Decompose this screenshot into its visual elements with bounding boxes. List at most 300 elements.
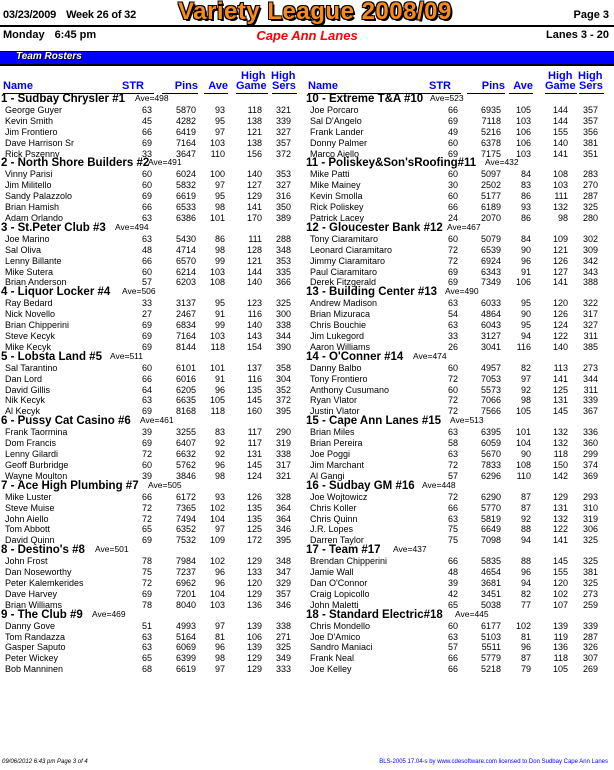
player-high-game: 118: [553, 449, 568, 460]
player-high-game: 156: [246, 148, 262, 159]
player-high-game: 140: [552, 137, 568, 148]
player-ave: 82: [520, 588, 531, 599]
player-high-game: 131: [246, 449, 262, 460]
player-name: Rick Poliskey: [310, 202, 364, 213]
player-name: Jamie Wall: [310, 567, 354, 578]
player-pins: 5832: [175, 180, 196, 191]
player-name: Vinny Parisi: [5, 169, 53, 180]
player-ave: 97: [214, 664, 225, 675]
player-row: [0, 116, 300, 127]
player-ave: 94: [520, 331, 531, 342]
player-name: Chris Bouchie: [310, 320, 367, 331]
player-high-game: 143: [246, 331, 262, 342]
player-high-game: 128: [246, 244, 262, 255]
player-name: Tony Ciaramitaro: [310, 233, 379, 244]
player-name: Brian Hamish: [5, 202, 60, 213]
player-str: 78: [141, 556, 152, 567]
player-ave: 104: [209, 513, 225, 524]
player-row: [305, 395, 605, 406]
player-high-game: 170: [246, 213, 262, 224]
player-str: 66: [141, 491, 152, 502]
player-high-game: 140: [246, 277, 262, 288]
player-ave: 87: [520, 502, 531, 513]
player-str: 63: [447, 513, 458, 524]
player-str: 69: [447, 266, 458, 277]
team-average: Ave=461: [140, 415, 174, 426]
player-ave: 106: [515, 137, 531, 148]
player-name: Peter Wickey: [5, 653, 59, 664]
col-header-high-game-top: High: [241, 70, 266, 82]
col-header-high-game: Game: [545, 80, 576, 92]
player-str: 63: [141, 395, 152, 406]
player-ave: 97: [214, 126, 225, 137]
player-high-game: 118: [247, 105, 262, 115]
player-ave: 92: [520, 513, 531, 524]
player-ave: 96: [520, 642, 531, 653]
player-ave: 95: [520, 298, 531, 309]
player-row: [305, 524, 605, 535]
player-name: Brian Williams: [5, 599, 63, 610]
player-name: Sandy Palazzolo: [5, 191, 73, 202]
player-name: John Maletti: [310, 599, 359, 610]
player-pins: 5670: [480, 449, 501, 460]
player-str: 57: [447, 470, 458, 481]
player-name: Joe Kelley: [310, 664, 352, 675]
player-high-sers: 316: [275, 191, 291, 202]
player-str: 60: [141, 169, 152, 180]
player-ave: 86: [214, 233, 225, 244]
player-high-game: 121: [552, 244, 568, 255]
player-row: [305, 127, 605, 138]
player-str: 42: [447, 588, 458, 599]
player-row: [0, 492, 300, 503]
player-pins: 3681: [480, 577, 501, 588]
player-pins: 7365: [175, 502, 196, 513]
team-average: Ave=445: [455, 608, 489, 619]
player-str: 63: [141, 213, 152, 224]
player-name: Andrew Madison: [310, 298, 378, 309]
player-pins: 7098: [480, 535, 501, 546]
team-name: 6 - Pussy Cat Casino #6: [1, 415, 131, 428]
player-pins: 6069: [175, 642, 196, 653]
team-header: [0, 95, 300, 105]
player-row: [305, 202, 605, 213]
player-high-sers: 326: [582, 642, 598, 653]
player-str: 60: [141, 266, 152, 277]
player-ave: 87: [520, 653, 531, 664]
player-ave: 104: [209, 588, 225, 599]
player-high-game: 121: [246, 255, 262, 266]
section-bar: [0, 51, 614, 65]
col-header-pins: Pins: [162, 81, 198, 94]
player-high-sers: 269: [582, 664, 598, 675]
player-row: [0, 331, 300, 342]
player-high-sers: 357: [275, 137, 291, 148]
player-ave: 94: [520, 535, 531, 546]
player-ave: 101: [209, 362, 225, 373]
player-ave: 92: [520, 384, 531, 395]
player-pins: 6033: [480, 298, 501, 309]
player-high-sers: 333: [275, 664, 291, 675]
player-name: Brendan Chipperini: [310, 556, 388, 567]
player-high-game: 129: [246, 191, 262, 202]
player-high-sers: 288: [275, 233, 291, 244]
player-high-sers: 360: [582, 438, 598, 449]
player-high-game: 120: [552, 298, 568, 309]
team-average: Ave=474: [413, 350, 447, 361]
player-high-sers: 325: [582, 202, 598, 213]
player-ave: 105: [515, 406, 531, 417]
player-high-sers: 306: [582, 524, 598, 535]
team-header: [305, 221, 605, 234]
player-str: 26: [447, 341, 458, 352]
player-str: 69: [447, 148, 458, 159]
player-name: Donny Palmer: [310, 137, 368, 148]
player-name: John Frost: [5, 556, 48, 567]
player-pins: 3255: [175, 427, 196, 438]
player-ave: 96: [214, 459, 225, 470]
player-pins: 6352: [175, 524, 196, 535]
player-high-sers: 357: [275, 588, 291, 599]
column-headers: [305, 68, 605, 95]
player-str: 63: [141, 631, 152, 642]
player-name: Brian Pereira: [310, 438, 363, 449]
player-high-sers: 335: [275, 266, 291, 277]
player-pins: 6205: [175, 384, 196, 395]
player-pins: 7066: [480, 395, 501, 406]
player-high-sers: 353: [275, 169, 291, 180]
player-pins: 5079: [480, 233, 501, 244]
software-credit: BLS-2005 17.04-s by www.cdesoftware.com licensed to Don Sudbay Cape Ann Lanes: [379, 759, 608, 765]
player-ave: 81: [214, 631, 225, 642]
player-high-game: 141: [552, 148, 568, 159]
player-ave: 96: [214, 567, 225, 578]
player-pins: 5573: [480, 384, 501, 395]
col-header-high-sers: Sers: [579, 80, 603, 92]
player-high-game: 116: [247, 309, 262, 320]
player-ave: 95: [214, 191, 225, 202]
player-high-sers: 344: [582, 373, 598, 384]
player-row: [305, 556, 605, 567]
player-name: Ryan Vlator: [310, 395, 358, 406]
player-ave: 98: [214, 244, 225, 255]
player-name: Dave Harvey: [5, 588, 58, 599]
player-row: [0, 180, 300, 191]
player-pins: 6533: [175, 202, 196, 213]
player-high-game: 141: [552, 277, 568, 288]
player-str: 72: [447, 373, 458, 384]
player-row: [305, 632, 605, 643]
player-name: Sal Oliva: [5, 244, 42, 255]
player-ave: 96: [214, 384, 225, 395]
report-date-week: [3, 9, 136, 21]
player-str: 63: [141, 105, 152, 115]
player-high-game: 141: [552, 373, 568, 384]
player-name: Dan Lord: [5, 373, 43, 384]
page-number: Page 3: [573, 9, 609, 21]
player-high-game: 106: [246, 631, 262, 642]
team-average: Ave=469: [92, 608, 126, 619]
player-high-game: 136: [246, 599, 262, 610]
player-high-sers: 372: [275, 148, 291, 159]
player-name: Frank Lander: [310, 126, 364, 137]
player-row: [0, 234, 300, 245]
player-name: Nick Novello: [5, 309, 56, 320]
player-high-sers: 343: [582, 266, 598, 277]
player-pins: 4957: [480, 362, 501, 373]
player-row: [305, 138, 605, 149]
player-str: 63: [447, 449, 458, 460]
player-str: 69: [447, 277, 458, 288]
player-row: [305, 116, 605, 127]
player-str: 39: [141, 470, 152, 481]
player-row: [305, 331, 605, 342]
player-high-game: 132: [552, 427, 568, 438]
player-pins: 3647: [175, 148, 196, 159]
player-ave: 95: [214, 298, 225, 309]
player-high-game: 135: [246, 384, 262, 395]
player-name: Danny Balbo: [310, 362, 362, 373]
team-average: Ave=523: [430, 93, 464, 103]
player-str: 72: [447, 244, 458, 255]
player-pins: 7164: [175, 137, 196, 148]
player-row: [0, 642, 300, 653]
player-ave: 96: [214, 642, 225, 653]
player-row: [0, 385, 300, 396]
team-name: 16 - Sudbay GM #16: [306, 479, 415, 492]
player-row: [0, 503, 300, 514]
player-name: Paul Ciaramitaro: [310, 266, 378, 277]
player-pins: 7349: [480, 277, 501, 288]
player-str: 72: [141, 502, 152, 513]
player-high-game: 154: [246, 341, 262, 352]
player-name: Ray Bedard: [5, 298, 53, 309]
player-high-game: 117: [247, 438, 262, 449]
player-pins: 5870: [175, 105, 196, 115]
player-high-sers: 385: [582, 341, 598, 352]
team-header: [305, 95, 605, 105]
player-row: [305, 267, 605, 278]
player-name: Brian Miles: [310, 427, 355, 438]
player-str: 54: [447, 309, 458, 320]
player-str: 72: [447, 406, 458, 417]
player-high-game: 139: [246, 620, 262, 631]
player-ave: 103: [209, 331, 225, 342]
player-name: Wayne Moulton: [5, 470, 68, 481]
player-ave: 109: [209, 535, 225, 546]
player-str: 72: [447, 459, 458, 470]
player-str: 75: [447, 524, 458, 535]
team-header: [0, 221, 300, 234]
player-ave: 102: [209, 556, 225, 567]
col-header-high-game-top: High: [548, 70, 573, 82]
player-name: Tom Abbott: [5, 524, 51, 535]
team-header: [0, 608, 300, 621]
team-header: [0, 546, 300, 556]
player-high-sers: 321: [275, 105, 291, 115]
player-str: 72: [447, 491, 458, 502]
col-header-high-sers-top: High: [578, 70, 603, 82]
player-pins: 6343: [480, 266, 501, 277]
player-pins: 5216: [480, 126, 501, 137]
player-ave: 103: [209, 137, 225, 148]
player-pins: 5103: [480, 631, 501, 642]
column-headers: [0, 68, 300, 95]
player-high-sers: 388: [582, 277, 598, 288]
player-str: 69: [141, 331, 152, 342]
player-ave: 90: [520, 309, 531, 320]
player-pins: 3137: [175, 298, 196, 309]
print-timestamp: 09/06/2012 6:43 pm Page 3 of 4: [2, 759, 88, 765]
player-name: Sal Tarantino: [5, 362, 58, 373]
player-ave: 90: [520, 244, 531, 255]
player-ave: 110: [516, 470, 531, 481]
player-str: 65: [141, 524, 152, 535]
col-header-pins: Pins: [467, 81, 505, 94]
player-row: [0, 320, 300, 331]
player-name: Al Gangi: [310, 470, 345, 481]
player-str: 69: [141, 535, 152, 546]
player-row: [305, 105, 605, 116]
player-high-game: 145: [246, 459, 262, 470]
player-high-sers: 348: [275, 556, 291, 567]
player-high-sers: 302: [582, 233, 598, 244]
team-header: [305, 159, 605, 169]
player-str: 57: [141, 277, 152, 288]
player-high-sers: 287: [582, 631, 598, 642]
player-str: 58: [447, 438, 458, 449]
player-pins: 6407: [175, 438, 196, 449]
player-pins: 6539: [480, 244, 501, 255]
player-pins: 4864: [480, 309, 501, 320]
lanes-range: Lanes 3 - 20: [546, 29, 609, 41]
player-row: [0, 514, 300, 525]
player-high-game: 135: [246, 502, 262, 513]
player-str: 60: [447, 620, 458, 631]
player-name: Sal D'Angelo: [310, 115, 362, 126]
player-pins: 6290: [480, 491, 501, 502]
player-row: [0, 589, 300, 600]
player-row: [0, 191, 300, 202]
player-name: Dave Harrison Sr: [5, 137, 75, 148]
player-pins: 6016: [175, 373, 196, 384]
team-name: 3 - St.Peter Club #3: [1, 221, 106, 234]
player-high-game: 155: [552, 126, 568, 137]
player-high-sers: 325: [582, 577, 598, 588]
player-ave: 106: [515, 126, 531, 137]
player-ave: 103: [209, 599, 225, 610]
col-header-ave: Ave: [204, 81, 228, 94]
player-name: Lenny Gilardi: [5, 449, 59, 460]
player-ave: 86: [520, 213, 531, 224]
player-str: 63: [447, 320, 458, 331]
player-str: 60: [447, 137, 458, 148]
team-average: Ave=432: [485, 157, 519, 168]
player-ave: 97: [214, 524, 225, 535]
team-name: 18 - Standard Electric#18: [306, 608, 443, 621]
player-name: Anthony Cusumano: [310, 384, 390, 395]
venue-name: Cape Ann Lanes: [256, 28, 358, 43]
player-high-game: 127: [246, 180, 262, 191]
player-str: 60: [141, 362, 152, 373]
player-str: 68: [141, 664, 152, 675]
player-name: Dan Noseworthy: [5, 567, 72, 578]
player-high-sers: 325: [275, 298, 291, 309]
player-str: 66: [447, 502, 458, 513]
player-str: 66: [141, 202, 152, 213]
player-pins: 7532: [175, 535, 196, 546]
player-ave: 110: [210, 148, 225, 159]
player-str: 60: [447, 191, 458, 202]
player-ave: 106: [515, 277, 531, 288]
player-ave: 93: [214, 105, 225, 115]
player-ave: 108: [515, 459, 531, 470]
player-row: [305, 653, 605, 664]
player-pins: 6834: [175, 320, 196, 331]
player-str: 45: [141, 115, 152, 126]
player-ave: 118: [210, 406, 225, 417]
player-high-sers: 352: [275, 384, 291, 395]
col-header-name: Name: [3, 81, 146, 94]
team-name: 14 - O'Conner #14: [306, 350, 404, 363]
player-pins: 7175: [480, 148, 501, 159]
player-high-sers: 300: [275, 309, 291, 320]
player-name: Brian Mizuraca: [310, 309, 371, 320]
player-ave: 84: [520, 233, 531, 244]
player-high-game: 145: [246, 395, 262, 406]
player-str: 72: [447, 395, 458, 406]
player-row: [0, 632, 300, 643]
player-ave: 92: [214, 449, 225, 460]
player-high-sers: 357: [582, 105, 598, 115]
player-pins: 8040: [175, 599, 196, 610]
player-row: [305, 503, 605, 514]
player-pins: 6043: [480, 320, 501, 331]
player-high-game: 133: [246, 567, 262, 578]
player-name: Joe Wojtowicz: [310, 491, 368, 502]
player-high-sers: 311: [583, 384, 598, 395]
player-high-sers: 325: [582, 535, 598, 546]
player-high-sers: 366: [275, 277, 291, 288]
player-row: [305, 298, 605, 309]
player-high-game: 145: [552, 556, 568, 567]
player-row: [0, 438, 300, 449]
player-name: Frank Taormina: [5, 427, 68, 438]
player-row: [305, 642, 605, 653]
player-ave: 102: [209, 502, 225, 513]
player-row: [305, 567, 605, 578]
player-name: Sandro Maniaci: [310, 642, 373, 653]
player-row: [305, 245, 605, 256]
player-high-sers: 322: [582, 298, 598, 309]
player-high-game: 129: [552, 491, 568, 502]
player-pins: 5770: [480, 502, 501, 513]
player-str: 49: [447, 126, 458, 137]
team-name: 10 - Extreme T&A #10: [306, 93, 424, 105]
player-ave: 94: [520, 577, 531, 588]
player-str: 78: [141, 599, 152, 610]
player-row: [0, 449, 300, 460]
player-pins: 6024: [175, 169, 196, 180]
player-ave: 87: [520, 491, 531, 502]
player-name: Patrick Lacey: [310, 213, 365, 224]
player-high-game: 144: [552, 105, 568, 115]
player-high-game: 121: [246, 126, 262, 137]
player-row: [0, 363, 300, 374]
player-ave: 91: [214, 373, 225, 384]
player-ave: 99: [214, 255, 225, 266]
player-str: 48: [447, 567, 458, 578]
